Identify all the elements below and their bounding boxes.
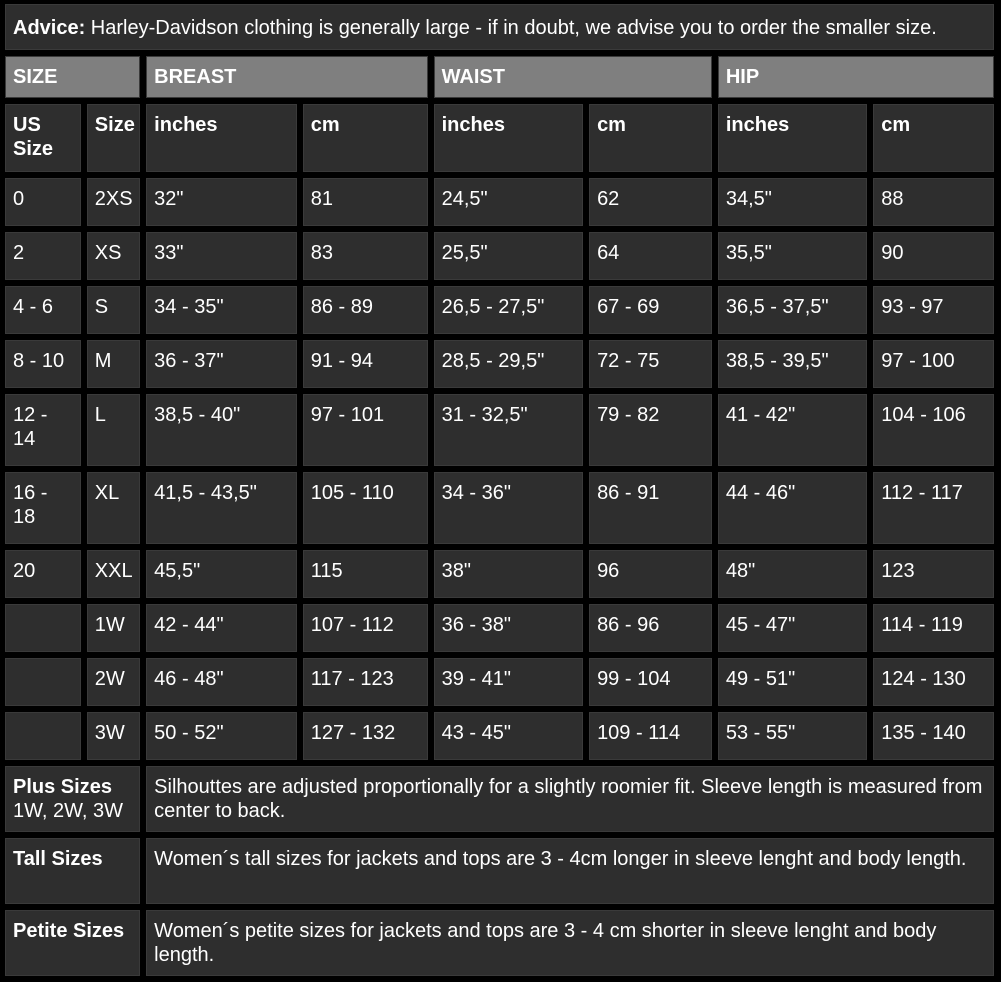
cell-us-size: 8 - 10	[5, 340, 81, 388]
cell-waist-inches: 38"	[434, 550, 583, 598]
cell-hip-cm: 123	[873, 550, 994, 598]
cell-breast-inches: 33"	[146, 232, 297, 280]
cell-hip-inches: 53 - 55"	[718, 712, 867, 760]
cell-hip-cm: 88	[873, 178, 994, 226]
cell-waist-inches: 26,5 - 27,5"	[434, 286, 583, 334]
cell-hip-inches: 36,5 - 37,5"	[718, 286, 867, 334]
table-row	[5, 340, 994, 388]
subheader-size: Size	[87, 104, 140, 172]
subheader-waist-cm: cm	[589, 104, 712, 172]
cell-hip-inches: 49 - 51"	[718, 658, 867, 706]
table-row	[5, 604, 994, 652]
group-header-waist: WAIST	[434, 56, 712, 98]
cell-breast-inches: 36 - 37"	[146, 340, 297, 388]
group-header-size: SIZE	[5, 56, 140, 98]
cell-waist-cm: 67 - 69	[589, 286, 712, 334]
cell-waist-cm: 86 - 96	[589, 604, 712, 652]
subheader-hip-inches: inches	[718, 104, 867, 172]
cell-breast-inches: 45,5"	[146, 550, 297, 598]
table-row	[5, 394, 994, 466]
cell-size: 3W	[87, 712, 140, 760]
cell-breast-inches: 42 - 44"	[146, 604, 297, 652]
cell-waist-inches: 31 - 32,5"	[434, 394, 583, 466]
group-header-breast: BREAST	[146, 56, 427, 98]
cell-us-size: 0	[5, 178, 81, 226]
cell-waist-inches: 24,5"	[434, 178, 583, 226]
cell-us-size	[5, 712, 81, 760]
cell-hip-inches: 38,5 - 39,5"	[718, 340, 867, 388]
cell-breast-inches: 50 - 52"	[146, 712, 297, 760]
subheader-waist-inches: inches	[434, 104, 583, 172]
cell-size: 2XS	[87, 178, 140, 226]
note-label-petite-sizes: Petite Sizes	[5, 910, 140, 976]
cell-waist-inches: 28,5 - 29,5"	[434, 340, 583, 388]
table-row	[5, 232, 994, 280]
cell-hip-cm: 93 - 97	[873, 286, 994, 334]
cell-breast-cm: 107 - 112	[303, 604, 428, 652]
table-row	[5, 550, 994, 598]
note-row-petite-sizes	[5, 910, 994, 976]
subheader-breast-cm: cm	[303, 104, 428, 172]
note-label-plus-sizes	[5, 766, 140, 832]
cell-waist-cm: 109 - 114	[589, 712, 712, 760]
cell-breast-cm: 97 - 101	[303, 394, 428, 466]
cell-hip-inches: 35,5"	[718, 232, 867, 280]
cell-breast-cm: 91 - 94	[303, 340, 428, 388]
cell-waist-cm: 86 - 91	[589, 472, 712, 544]
cell-hip-inches: 41 - 42"	[718, 394, 867, 466]
cell-breast-cm: 115	[303, 550, 428, 598]
cell-size: XS	[87, 232, 140, 280]
cell-us-size	[5, 658, 81, 706]
cell-breast-cm: 81	[303, 178, 428, 226]
cell-waist-cm: 64	[589, 232, 712, 280]
cell-breast-inches: 46 - 48"	[146, 658, 297, 706]
cell-hip-cm: 124 - 130	[873, 658, 994, 706]
table-row	[5, 178, 994, 226]
cell-breast-inches: 34 - 35"	[146, 286, 297, 334]
cell-size: 1W	[87, 604, 140, 652]
cell-waist-cm: 79 - 82	[589, 394, 712, 466]
cell-breast-cm: 83	[303, 232, 428, 280]
note-text-plus-sizes: Silhouttes are adjusted proportionally for a slightly roomier fit. Sleeve length is measured from center to back.	[146, 766, 994, 832]
cell-waist-inches: 36 - 38"	[434, 604, 583, 652]
note-sublabel-plus-sizes: 1W, 2W, 3W	[13, 800, 124, 822]
cell-size: 2W	[87, 658, 140, 706]
cell-us-size: 4 - 6	[5, 286, 81, 334]
cell-waist-cm: 99 - 104	[589, 658, 712, 706]
advice-banner	[5, 4, 994, 50]
cell-breast-inches: 41,5 - 43,5"	[146, 472, 297, 544]
cell-size: XXL	[87, 550, 140, 598]
cell-hip-inches: 34,5"	[718, 178, 867, 226]
cell-size: L	[87, 394, 140, 466]
cell-hip-cm: 112 - 117	[873, 472, 994, 544]
group-header-hip: HIP	[718, 56, 994, 98]
cell-us-size: 16 - 18	[5, 472, 81, 544]
cell-hip-cm: 135 - 140	[873, 712, 994, 760]
cell-breast-inches: 38,5 - 40"	[146, 394, 297, 466]
cell-waist-cm: 96	[589, 550, 712, 598]
advice-label: Advice:	[13, 17, 86, 39]
cell-hip-cm: 90	[873, 232, 994, 280]
table-row	[5, 712, 994, 760]
advice-text: Harley-Davidson clothing is generally large - if in doubt, we advise you to order the smaller size.	[85, 17, 937, 39]
note-text-tall-sizes: Women´s tall sizes for jackets and tops are 3 - 4cm longer in sleeve lenght and body length.	[146, 838, 994, 904]
note-label-tall-sizes: Tall Sizes	[5, 838, 140, 904]
cell-breast-inches: 32"	[146, 178, 297, 226]
cell-breast-cm: 105 - 110	[303, 472, 428, 544]
cell-waist-inches: 43 - 45"	[434, 712, 583, 760]
cell-hip-inches: 48"	[718, 550, 867, 598]
cell-hip-inches: 44 - 46"	[718, 472, 867, 544]
note-row-plus-sizes	[5, 766, 994, 832]
cell-waist-cm: 62	[589, 178, 712, 226]
note-row-tall-sizes	[5, 838, 994, 904]
cell-waist-inches: 34 - 36"	[434, 472, 583, 544]
table-row	[5, 472, 994, 544]
cell-us-size: 12 - 14	[5, 394, 81, 466]
cell-size: XL	[87, 472, 140, 544]
subheader-hip-cm: cm	[873, 104, 994, 172]
cell-us-size	[5, 604, 81, 652]
cell-hip-cm: 104 - 106	[873, 394, 994, 466]
cell-size: M	[87, 340, 140, 388]
cell-hip-cm: 114 - 119	[873, 604, 994, 652]
cell-us-size: 20	[5, 550, 81, 598]
cell-waist-cm: 72 - 75	[589, 340, 712, 388]
cell-us-size: 2	[5, 232, 81, 280]
table-row	[5, 286, 994, 334]
cell-hip-cm: 97 - 100	[873, 340, 994, 388]
cell-size: S	[87, 286, 140, 334]
cell-breast-cm: 86 - 89	[303, 286, 428, 334]
note-text-petite-sizes: Women´s petite sizes for jackets and tops are 3 - 4 cm shorter in sleeve lenght and body length.	[146, 910, 994, 976]
cell-waist-inches: 25,5"	[434, 232, 583, 280]
note-title-plus-sizes: Plus Sizes	[13, 776, 112, 798]
cell-breast-cm: 127 - 132	[303, 712, 428, 760]
cell-waist-inches: 39 - 41"	[434, 658, 583, 706]
subheader-breast-inches: inches	[146, 104, 297, 172]
cell-hip-inches: 45 - 47"	[718, 604, 867, 652]
subheader-us-size: US Size	[5, 104, 81, 172]
table-row	[5, 658, 994, 706]
cell-breast-cm: 117 - 123	[303, 658, 428, 706]
